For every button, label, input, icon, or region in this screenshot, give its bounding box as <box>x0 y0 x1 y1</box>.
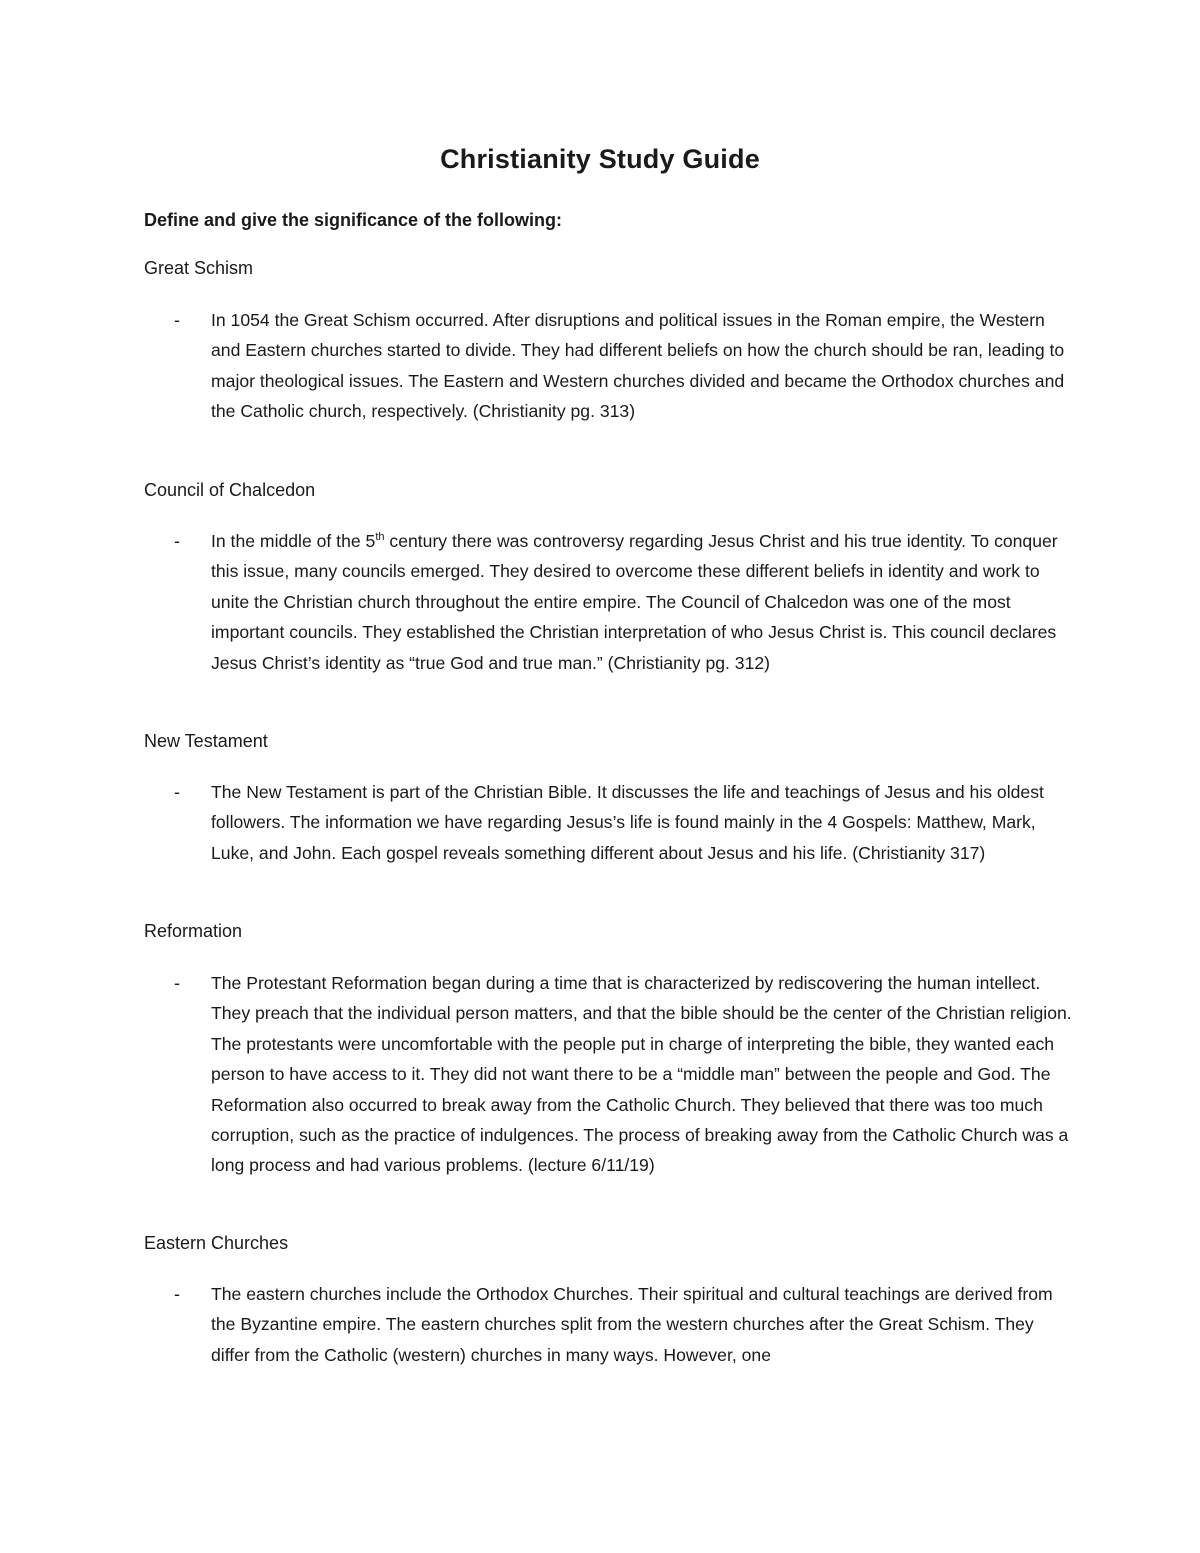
instructions-heading: Define and give the significance of the following: <box>144 210 563 230</box>
definition-text: The Protestant Reformation began during a time that is characterized by rediscovering the human intellect. They preach that the individual person matters, and that the bible should be the center of the Christian religion. The protestants were uncomfortable with the people put in charge of interpreting the bible, they wanted each person to have access to it. They did not want there to be a “middle man” between the people and God. The Reformation also occurred to break away from the Catholic Church. They believed that there was too much corruption, such as the practice of indulgences. The process of breaking away from the Catholic Church was a long process and had various problems. (lecture 6/11/19) <box>211 973 1072 1176</box>
term-heading-eastern-churches: Eastern Churches <box>144 1233 289 1253</box>
document-title: Christianity Study Guide <box>440 144 760 174</box>
list-bullet: - <box>174 531 180 551</box>
list-bullet: - <box>174 782 180 802</box>
definition-text: The eastern churches include the Orthodox Churches. Their spiritual and cultural teachings are derived from the Byzantine empire. The eastern churches split from the western churches after the Great Schism. They differ from the Catholic (western) churches in many ways. However, one <box>211 1284 1053 1365</box>
term-heading-council-of-chalcedon: Council of Chalcedon <box>144 480 316 500</box>
definition-text-part: century there was controversy regarding Jesus Christ and his true identity. To conquer this issue, many councils emerged. They desired to overcome these different beliefs in identity and work to unite the Christian church throughout the entire empire. The Council of Chalcedon was one of the most important councils. They established the Christian interpretation of who Jesus Christ is. This council declares Jesus Christ’s identity as “true God and true man.” (Christianity pg. 312) <box>211 531 1058 673</box>
definition-text-part: In the middle of the 5 <box>211 531 376 551</box>
list-bullet: - <box>174 1284 180 1304</box>
definition-text: The New Testament is part of the Christian Bible. It discusses the life and teachings of Jesus and his oldest followers. The information we have regarding Jesus’s life is found mainly in the 4 Gospels: Matthew, Mark, Luke, and John. Each gospel reveals something different about Jesus and his life. (Christianity 317) <box>211 782 1044 863</box>
term-heading-great-schism: Great Schism <box>144 258 254 278</box>
definition-text <box>211 526 1076 678</box>
definition-text: In 1054 the Great Schism occurred. After disruptions and political issues in the Roman empire, the Western and Eastern churches started to divide. They had different beliefs on how the church should be ran, leading to major theological issues. The Eastern and Western churches divided and became the Orthodox churches and the Catholic church, respectively. (Christianity pg. 313) <box>211 310 1065 422</box>
term-heading-new-testament: New Testament <box>144 731 268 751</box>
term-heading-reformation: Reformation <box>144 921 243 941</box>
list-bullet: - <box>174 310 180 330</box>
list-bullet: - <box>174 973 180 993</box>
ordinal-superscript: th <box>375 531 385 544</box>
